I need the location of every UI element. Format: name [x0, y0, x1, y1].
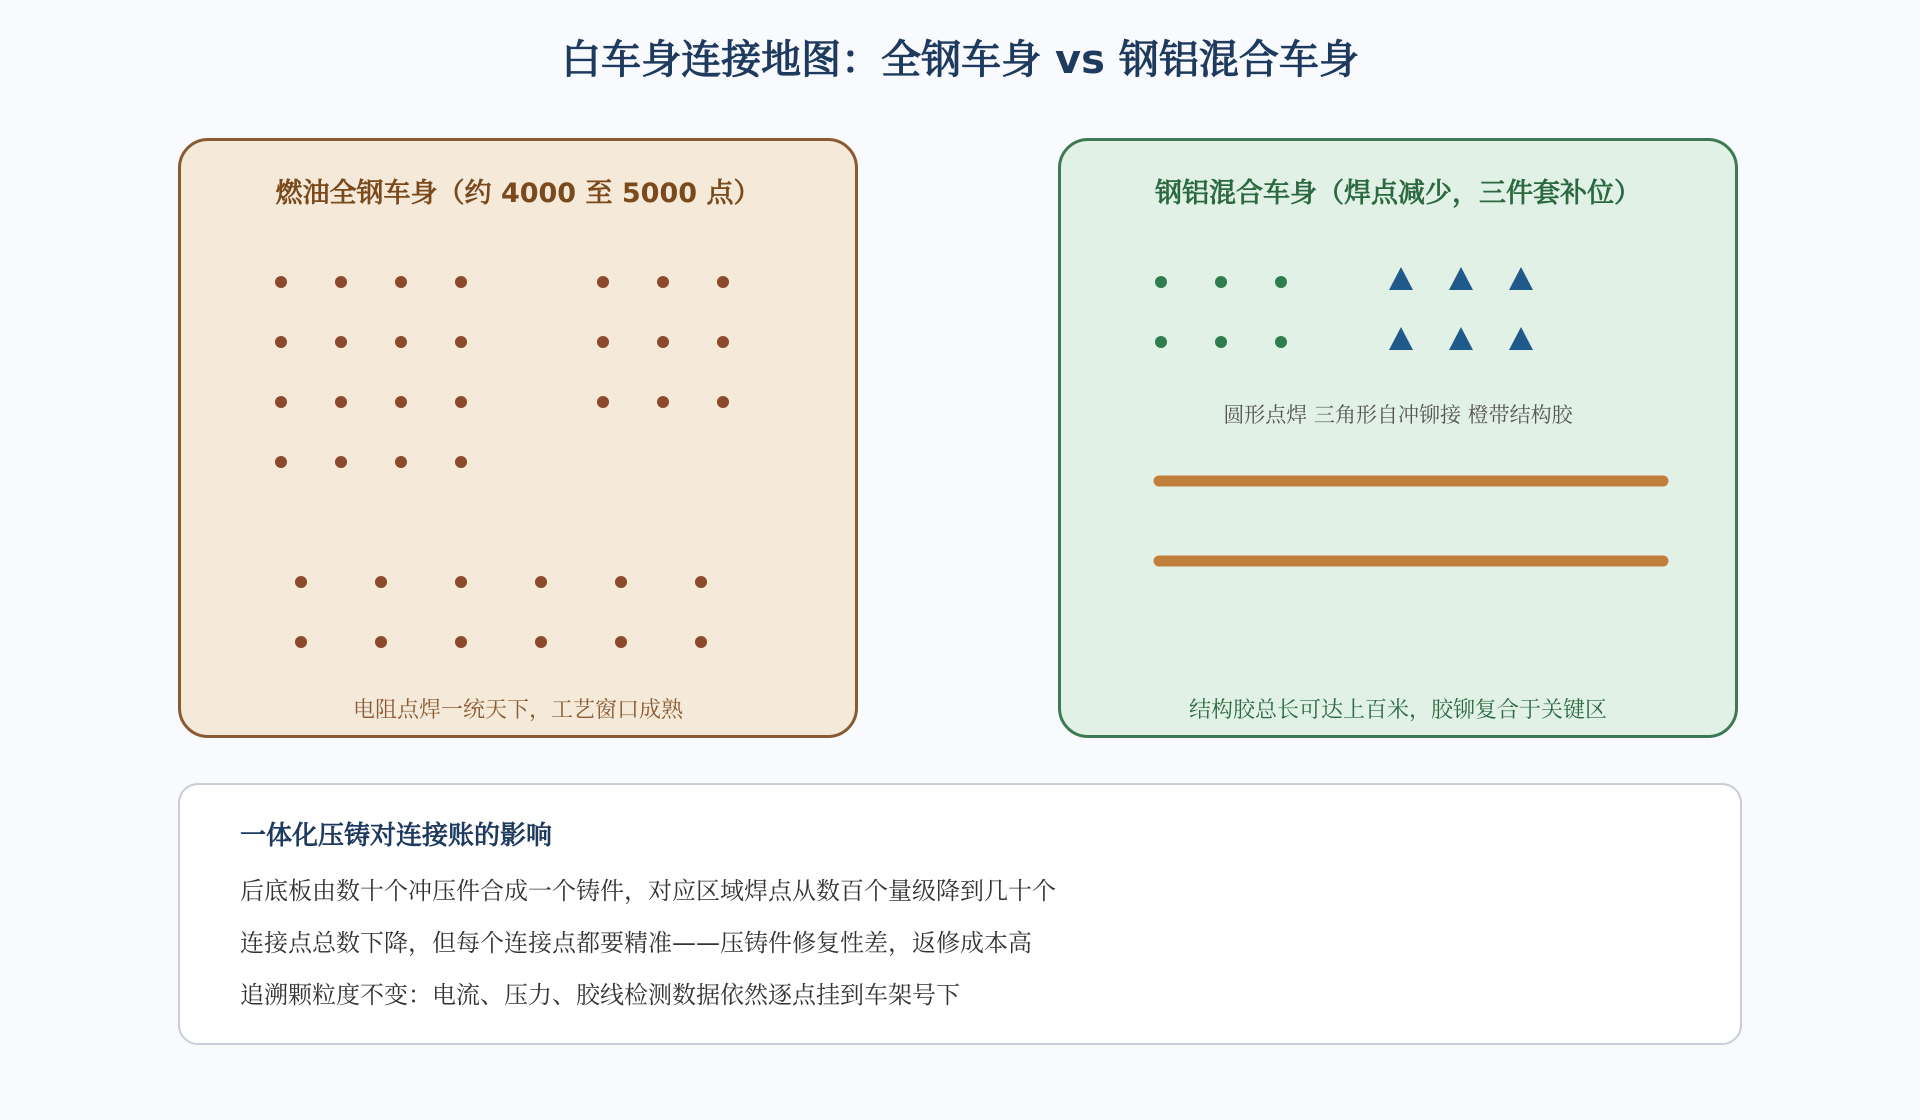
spot-weld-dot: [455, 456, 467, 468]
mixed-body-title: 钢铝混合车身（焊点减少，三件套补位）: [1155, 178, 1641, 209]
self-piercing-rivet-mark: [1509, 327, 1533, 350]
spot-weld-dot: [615, 576, 627, 588]
impact-line-1: 后底板由数十个冲压件合成一个铸件，对应区域焊点从数百个量级降到几十个: [240, 877, 1056, 905]
spot-weld-dot: [597, 336, 609, 348]
spot-weld-dot: [597, 276, 609, 288]
spot-weld-dot: [295, 576, 307, 588]
spot-weld-dot: [657, 336, 669, 348]
spot-weld-dot: [657, 396, 669, 408]
spot-weld-dot: [335, 276, 347, 288]
spot-weld-dot: [695, 576, 707, 588]
spot-weld-dot: [395, 336, 407, 348]
spot-weld-dot: [375, 636, 387, 648]
spot-weld-dot: [1215, 336, 1227, 348]
steel-spot-weld-map: [181, 141, 861, 741]
impact-heading: 一体化压铸对连接账的影响: [240, 821, 553, 851]
casting-impact-box: [178, 783, 1742, 1045]
impact-line-2: 连接点总数下降，但每个连接点都要精准——压铸件修复性差，返修成本高: [240, 929, 1032, 957]
spot-weld-dot: [275, 396, 287, 408]
spot-weld-dot: [275, 336, 287, 348]
spot-weld-dot: [335, 396, 347, 408]
impact-line-3: 追溯颗粒度不变：电流、压力、胶线检测数据依然逐点挂到车架号下: [240, 981, 960, 1009]
spot-weld-dot: [597, 396, 609, 408]
steel-body-panel: [178, 138, 858, 738]
spot-weld-dot: [335, 336, 347, 348]
self-piercing-rivet-mark: [1389, 327, 1413, 350]
spot-weld-dot: [1275, 276, 1287, 288]
joint-legend: 圆形点焊 三角形自冲铆接 橙带结构胶: [1223, 403, 1573, 427]
spot-weld-dot: [455, 636, 467, 648]
spot-weld-dot: [535, 636, 547, 648]
spot-weld-dot: [1275, 336, 1287, 348]
self-piercing-rivet-mark: [1389, 267, 1413, 290]
spot-weld-dot: [717, 336, 729, 348]
spot-weld-dot: [1215, 276, 1227, 288]
spot-weld-dot: [395, 456, 407, 468]
spot-weld-dot: [335, 456, 347, 468]
steel-body-note: 电阻点焊一统天下，工艺窗口成熟: [352, 698, 683, 723]
spot-weld-dot: [275, 276, 287, 288]
self-piercing-rivet-mark: [1509, 267, 1533, 290]
spot-weld-dot: [1155, 336, 1167, 348]
spot-weld-dot: [455, 576, 467, 588]
spot-weld-dot: [455, 396, 467, 408]
spot-weld-dot: [717, 276, 729, 288]
steel-body-title: 燃油全钢车身（约 4000 至 5000 点）: [275, 178, 761, 209]
self-piercing-rivet-mark: [1449, 327, 1473, 350]
spot-weld-dot: [395, 396, 407, 408]
spot-weld-dot: [717, 396, 729, 408]
mixed-joint-map: [1061, 141, 1741, 741]
spot-weld-dot: [455, 336, 467, 348]
spot-weld-dot: [615, 636, 627, 648]
spot-weld-dot: [535, 576, 547, 588]
page-title: 白车身连接地图：全钢车身 vs 钢铝混合车身: [561, 37, 1359, 83]
spot-weld-dot: [1155, 276, 1167, 288]
spot-weld-dot: [295, 636, 307, 648]
spot-weld-dot: [695, 636, 707, 648]
spot-weld-dot: [455, 276, 467, 288]
spot-weld-dot: [657, 276, 669, 288]
spot-weld-dot: [375, 576, 387, 588]
mixed-body-panel: [1058, 138, 1738, 738]
self-piercing-rivet-mark: [1449, 267, 1473, 290]
spot-weld-dot: [275, 456, 287, 468]
mixed-body-note: 结构胶总长可达上百米，胶铆复合于关键区: [1188, 698, 1607, 723]
spot-weld-dot: [395, 276, 407, 288]
